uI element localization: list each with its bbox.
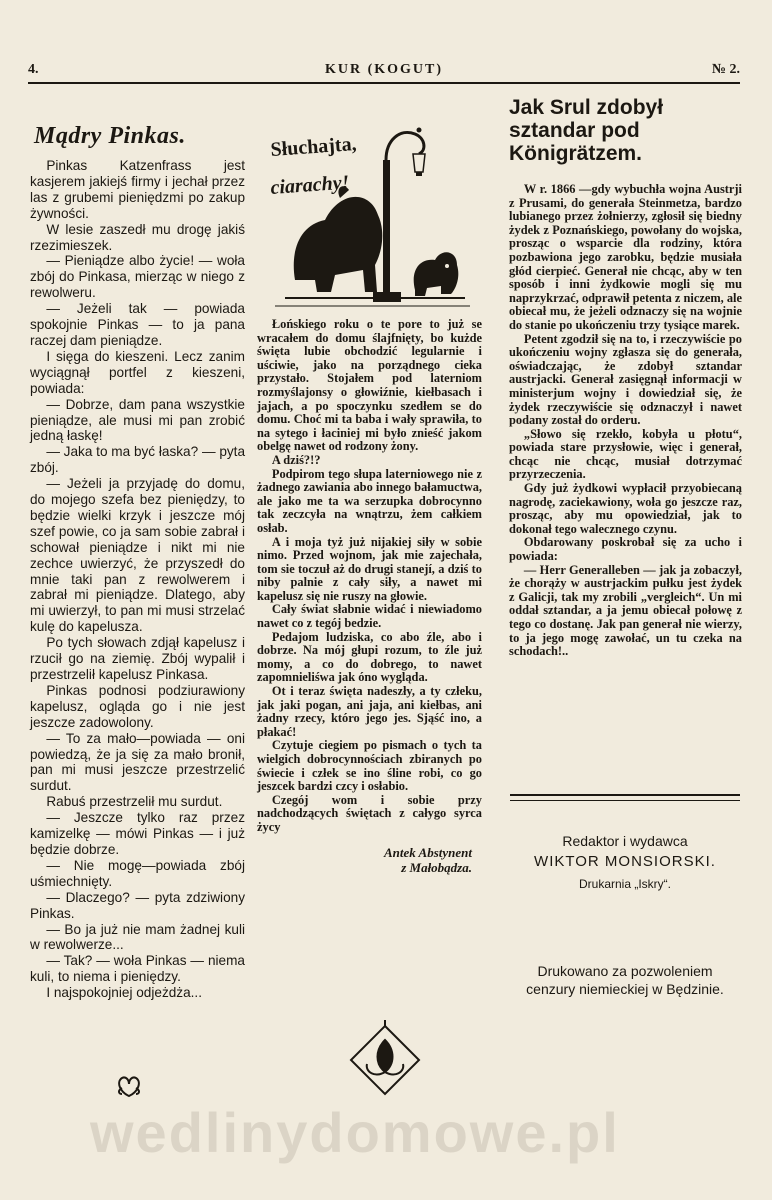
paragraph: — Bo ja już nie mam żadnej kuli w rewolwerze... <box>30 921 245 953</box>
printer-name: Drukarnia „Iskry“. <box>578 877 671 891</box>
paragraph: Pedajom ludziska, co abo źle, abo i dobrze. Na mój głupi rozum, to źle już momy, a co do dobrego, to nawet zapomnieliśwa jak óno wygląda. <box>257 629 482 685</box>
editor-block <box>510 832 740 894</box>
paragraph: — Pieniądze albo życie! — woła zbój do Pinkasa, mierząc w niego z rewolweru. <box>30 253 245 301</box>
article-body <box>30 158 245 1001</box>
paragraph: Ot i teraz święta nadeszły, a ty człeku, jak jaki pogan, ani jaja, ani kiełbas, ani żadny rzecy, któro jego jes. Sjąść ino, a płakać! <box>257 684 482 739</box>
paragraph: Petent zgodził się na to, i rzeczywiście po ukończeniu wojny zgłasza się do generała, oświadczając, że zdobył sztandar austrjacki. Generał zasięgnął informacji w ministerjum wojny i dowiedział się, że żydek rzeczywiście się odznaczył i nawet podany został do orderu. <box>509 331 742 428</box>
paragraph: Gdy już żydkowi wypłacił przyobiecaną nagrodę, zaciekawiony, woła go jeszcze raz, prosząc, aby mu opowiedział, jak to dokonał tego walecznego czynu. <box>509 481 742 536</box>
paragraph: — Jeżeli tak — powiada spokojnie Pinkas — to ja pana raczej dam pieniądze. <box>30 301 245 348</box>
illustration-lamppost-dogs <box>265 120 480 310</box>
censorship-line-2: cenzury niemieckiej w Będzinie. <box>526 981 724 997</box>
paragraph: W r. 1866 —gdy wybuchła wojna Austrji z Prusami, do generała Steinmetza, bardzo lubianego przez żołnierzy, zgłosił się biedny żydek z Poznańskiego, powołany do wojska, prosząc o wsparcie dla rodziny, która pozbawiona jego zarobku, będzie musiała głód cierpieć. Generał nie chcąc, aby w ten sposób i inni żydkowie mogli się mu naprzykrzać, odprawił petenta z niczem, ale obiecał mu, że jeżeli odznaczy się na wojnie do stanie po ukończeniu trzy tysiące marek. <box>509 182 742 332</box>
divider-rule <box>510 794 740 796</box>
paragraph: Rabuś przestrzelił mu surdut. <box>46 794 223 810</box>
caption-line-2: ciarachy! <box>269 171 351 199</box>
paragraph: Po tych słowach zdjął kapelusz i rzucił go na ziemię. Zbój wypalił i przestrzelił kapelusz Pinkasa. <box>30 635 245 682</box>
signature-name: Antek Abstynent <box>383 844 472 860</box>
paragraph: — Nie mogę—powiada zbój uśmiechnięty. <box>30 857 245 889</box>
paragraph: — Dobrze, dam pana wszystkie pieniądze, ale musi mi pan zrobić jedną łaskę! <box>30 396 245 444</box>
paragraph: — Jeżeli ja przyjadę do domu, do mojego szefa bez pieniędzy, to będzie wielki krzyk i jeszcze mój szef powie, co ja sam sobie zabrał i schował pieniądze i nikt mi nie zechce uwierzyć, że przyszedł do mnie taki pan z rewolwerem i zabrał mi pieniądze. Dlatego, aby mi uwierzył, to pan mi musi strzelać kulę do kapelusza. <box>30 476 245 635</box>
article-title: Jak Srul zdobył sztandar pod Königrätzem. <box>509 96 664 165</box>
divider-rule <box>510 800 740 801</box>
small-ornament-icon <box>112 1072 146 1100</box>
article-body <box>257 318 482 835</box>
page-number: 4. <box>28 62 39 77</box>
paragraph: Czytuje ciegiem po pismach o tych ta wielgich dobrocynnościach zbiranych po świecie i człek se ino śline robi, co go jeszcek bardzi czcy i osłabio. <box>257 738 482 794</box>
paragraph: Cały świat słabnie widać i niewiadomo nawet co z tegój bedzie. <box>257 602 482 631</box>
paragraph: W lesie zaszedł mu drogę jakiś rzezimieszek. <box>30 221 245 253</box>
article-sluchajta <box>257 318 482 875</box>
newspaper-title: KUR (KOGUT) <box>324 62 444 77</box>
signature <box>257 845 482 875</box>
paragraph: Obdarowany poskrobał się za ucho i powiada: <box>509 535 742 564</box>
article-title: Mądry Pinkas. <box>34 123 186 149</box>
paragraph: Podpirom tego słupa laterniowego nie z żadnego zawiania abo innego bałamuctwa, ale jako me ta wa serzupka dobrocynno tak zeczcyła na wnątrzu, żem całkiem osłab. <box>257 466 482 535</box>
article-body <box>509 183 742 659</box>
paragraph: — Jaka to ma być łaska? — pyta zbój. <box>30 444 246 476</box>
censorship-note <box>510 962 740 998</box>
floral-ornament-icon <box>345 1020 425 1100</box>
paragraph: — Jeszcze tylko raz przez kamizelkę — mówi Pinkas — i już będzie dobrze. <box>30 810 245 857</box>
editor-role: Redaktor i wydawca <box>562 833 688 849</box>
paragraph: „Słowo się rzekło, kobyła u płotu“, powiada stare przysłowie, więc i generał, chcąc nie chcąc, musiał dotrzymać przyrzeczenia. <box>509 426 742 482</box>
page-header <box>28 62 740 84</box>
paragraph: — To za mało—powiada — oni powiedzą, że ja się za mało bronił, pan mi musi jeszcze przestrzelić surdut. <box>30 730 245 794</box>
paragraph: Pinkas podnosi podziurawiony kapelusz, ogląda go i nie jest jeszcze zadowolony. <box>30 682 245 730</box>
paragraph: — Tak? — woła Pinkas — niema kuli, to niema i pieniędzy. <box>30 953 245 985</box>
caption-line-1: Słuchajta, <box>269 133 358 161</box>
censorship-line-1: Drukowano za pozwoleniem <box>537 963 713 979</box>
signature-place: z Małobądza. <box>401 859 472 875</box>
paragraph: — Herr Generalleben — jak ja zobaczył, że chorąży w austrjackim pułku jest żydek z Galicji, tak my zrobili „vergleich“. Un mi oddał sztandar, a ja jemu obiecał połowę z tego co dostanę. Jak pan generał nie wierzy, to ja jego mogę zawołać, un tu czeka na schodach!.. <box>509 562 742 659</box>
paragraph: Łońskiego roku o te pore to już se wracałem do domu ślajfnięty, bo kużde święta lubie obchodzić legularnie i uściwie, jako na porządnego cieka przystało. Stojałem pod laterniom rozmyślajonsy o głowiźnie, kiełbasach i jajach, a po spoczynku szedłem se do domu. Choć mi ta baba i wały sprawiła, to na sytego i łaciniej mi było znieść jakom obelgę nawet od rodzony żony. <box>257 317 482 454</box>
watermark: wedlinydomowe.pl <box>90 1101 620 1164</box>
paragraph: — Dlaczego? — pyta zdziwiony Pinkas. <box>30 889 245 921</box>
paragraph: I sięga do kieszeni. Lecz zanim wyciągnął portfel z kieszeni, powiada: <box>30 348 245 396</box>
article-srul <box>509 96 742 659</box>
article-madry-pinkas <box>30 122 245 1001</box>
paragraph: A dziś?!? <box>271 452 321 467</box>
paragraph: I najspokojniej odjeżdża... <box>46 985 202 1001</box>
editor-name: WIKTOR MONSIORSKI. <box>534 853 716 870</box>
paragraph: Czegój wom i sobie przy nadchodzących świętach z całygo syrca życy <box>257 792 482 834</box>
paragraph: A i moja tyż już nijakiej siły w sobie nimo. Przed wojnom, jak mie zajechała, tom sie toczuł aż do drugi stanejí, a dziś to niby palnie z cały siły, a nawet mi kapelusz się nie ruszy na głowie. <box>257 534 482 603</box>
paragraph: Pinkas Katzenfrass jest kasjerem jakiejś firmy i jechał przez las z grubemi pieniędzmi po zakup żywności. <box>30 158 245 221</box>
issue-number: № 2. <box>711 62 740 77</box>
